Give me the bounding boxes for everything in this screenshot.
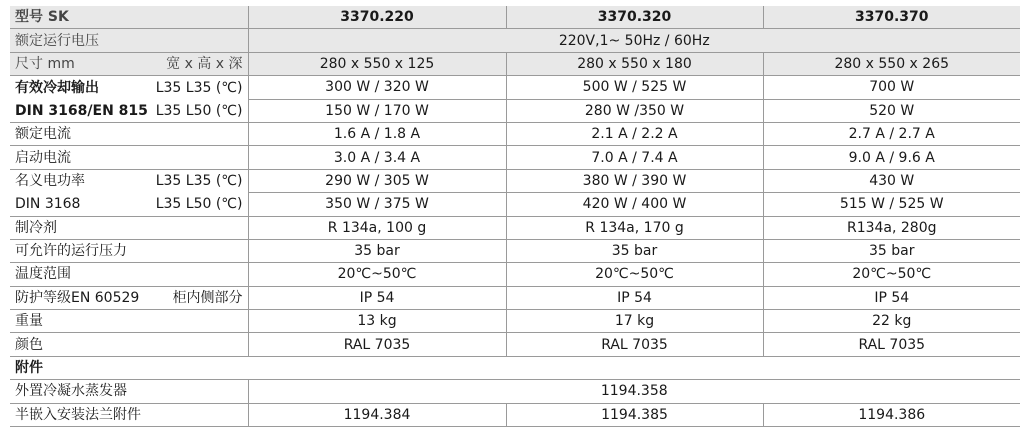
evaporator-value: 1194.358 bbox=[248, 380, 1020, 403]
start-current-value-1: 3.0 A / 3.4 A bbox=[248, 146, 506, 169]
power-cond-1: L35 L35 (℃) bbox=[155, 173, 243, 190]
rated-current-row bbox=[10, 122, 1020, 145]
pressure-value-1: 35 bar bbox=[248, 239, 506, 262]
cooling-value-2-1: 150 W / 170 W bbox=[248, 99, 506, 122]
start-current-value-2: 7.0 A / 7.4 A bbox=[506, 146, 763, 169]
cooling-label: 有效冷却输出 bbox=[15, 79, 99, 96]
power-label-cell-1 bbox=[10, 169, 248, 192]
model-col-1: 3370.220 bbox=[248, 6, 506, 29]
power-row-2 bbox=[10, 193, 1020, 216]
protection-cond: 柜内侧部分 bbox=[172, 289, 243, 306]
dimensions-cond: 宽 x 高 x 深 bbox=[166, 55, 243, 72]
refrigerant-row bbox=[10, 216, 1020, 239]
weight-label: 重量 bbox=[10, 310, 248, 333]
pressure-value-3: 35 bar bbox=[763, 239, 1020, 262]
weight-row bbox=[10, 310, 1020, 333]
power-value-1-1: 290 W / 305 W bbox=[248, 169, 506, 192]
color-value-2: RAL 7035 bbox=[506, 333, 763, 356]
rated-current-value-1: 1.6 A / 1.8 A bbox=[248, 122, 506, 145]
cooling-cond-1: L35 L35 (℃) bbox=[155, 79, 243, 96]
model-col-3: 3370.370 bbox=[763, 6, 1020, 29]
start-current-row bbox=[10, 146, 1020, 169]
refrigerant-value-3: R134a, 280g bbox=[763, 216, 1020, 239]
temp-range-value-2: 20℃~50℃ bbox=[506, 263, 763, 286]
flange-row bbox=[10, 403, 1020, 426]
cooling-row-2 bbox=[10, 99, 1020, 122]
protection-row bbox=[10, 286, 1020, 309]
temp-range-label: 温度范围 bbox=[10, 263, 248, 286]
refrigerant-label: 制冷剂 bbox=[10, 216, 248, 239]
pressure-label: 可允许的运行压力 bbox=[10, 239, 248, 262]
flange-label: 半嵌入安装法兰附件 bbox=[10, 403, 248, 426]
spec-table bbox=[10, 6, 1020, 427]
cooling-row-1 bbox=[10, 76, 1020, 99]
rated-current-value-2: 2.1 A / 2.2 A bbox=[506, 122, 763, 145]
evaporator-label: 外置冷凝水蒸发器 bbox=[10, 380, 248, 403]
color-value-1: RAL 7035 bbox=[248, 333, 506, 356]
voltage-row bbox=[10, 29, 1020, 52]
cooling-value-1-2: 500 W / 525 W bbox=[506, 76, 763, 99]
flange-value-3: 1194.386 bbox=[763, 403, 1020, 426]
rated-current-value-3: 2.7 A / 2.7 A bbox=[763, 122, 1020, 145]
power-row-1 bbox=[10, 169, 1020, 192]
protection-value-2: IP 54 bbox=[506, 286, 763, 309]
refrigerant-value-1: R 134a, 100 g bbox=[248, 216, 506, 239]
cooling-cond-2: L35 L50 (℃) bbox=[155, 102, 243, 119]
power-label: 名义电功率 bbox=[15, 173, 85, 190]
protection-value-3: IP 54 bbox=[763, 286, 1020, 309]
cooling-value-2-3: 520 W bbox=[763, 99, 1020, 122]
evaporator-row bbox=[10, 380, 1020, 403]
cooling-label-cell-1 bbox=[10, 76, 248, 99]
pressure-value-2: 35 bar bbox=[506, 239, 763, 262]
power-standard: DIN 3168 bbox=[15, 196, 81, 213]
header-row bbox=[10, 6, 1020, 29]
voltage-value: 220V,1~ 50Hz / 60Hz bbox=[248, 29, 1020, 52]
cooling-value-1-3: 700 W bbox=[763, 76, 1020, 99]
color-label: 颜色 bbox=[10, 333, 248, 356]
flange-value-2: 1194.385 bbox=[506, 403, 763, 426]
color-row bbox=[10, 333, 1020, 356]
protection-label-cell bbox=[10, 286, 248, 309]
cooling-label-cell-2 bbox=[10, 99, 248, 122]
accessories-header-row bbox=[10, 356, 1020, 379]
start-current-label: 启动电流 bbox=[10, 146, 248, 169]
weight-value-1: 13 kg bbox=[248, 310, 506, 333]
dimensions-row bbox=[10, 52, 1020, 75]
power-cond-2: L35 L50 (℃) bbox=[155, 196, 243, 213]
temp-range-value-3: 20℃~50℃ bbox=[763, 263, 1020, 286]
temp-range-row bbox=[10, 263, 1020, 286]
voltage-label: 额定运行电压 bbox=[10, 29, 248, 52]
power-value-1-3: 430 W bbox=[763, 169, 1020, 192]
refrigerant-value-2: R 134a, 170 g bbox=[506, 216, 763, 239]
protection-label: 防护等级EN 60529 bbox=[15, 289, 140, 306]
power-value-2-2: 420 W / 400 W bbox=[506, 193, 763, 216]
rated-current-label: 额定电流 bbox=[10, 122, 248, 145]
color-value-3: RAL 7035 bbox=[763, 333, 1020, 356]
weight-value-2: 17 kg bbox=[506, 310, 763, 333]
cooling-value-1-1: 300 W / 320 W bbox=[248, 76, 506, 99]
protection-value-1: IP 54 bbox=[248, 286, 506, 309]
power-label-cell-2 bbox=[10, 193, 248, 216]
accessories-title: 附件 bbox=[10, 356, 1020, 379]
power-value-1-2: 380 W / 390 W bbox=[506, 169, 763, 192]
power-value-2-3: 515 W / 525 W bbox=[763, 193, 1020, 216]
dimensions-value-2: 280 x 550 x 180 bbox=[506, 52, 763, 75]
dimensions-label-cell bbox=[10, 52, 248, 75]
cooling-value-2-2: 280 W /350 W bbox=[506, 99, 763, 122]
dimensions-value-3: 280 x 550 x 265 bbox=[763, 52, 1020, 75]
model-label: 型号 SK bbox=[15, 9, 69, 26]
temp-range-value-1: 20℃~50℃ bbox=[248, 263, 506, 286]
power-value-2-1: 350 W / 375 W bbox=[248, 193, 506, 216]
pressure-row bbox=[10, 239, 1020, 262]
model-col-2: 3370.320 bbox=[506, 6, 763, 29]
dimensions-value-1: 280 x 550 x 125 bbox=[248, 52, 506, 75]
cooling-standard: DIN 3168/EN 815 bbox=[15, 102, 148, 119]
start-current-value-3: 9.0 A / 9.6 A bbox=[763, 146, 1020, 169]
dimensions-label: 尺寸 mm bbox=[15, 55, 75, 72]
flange-value-1: 1194.384 bbox=[248, 403, 506, 426]
weight-value-3: 22 kg bbox=[763, 310, 1020, 333]
